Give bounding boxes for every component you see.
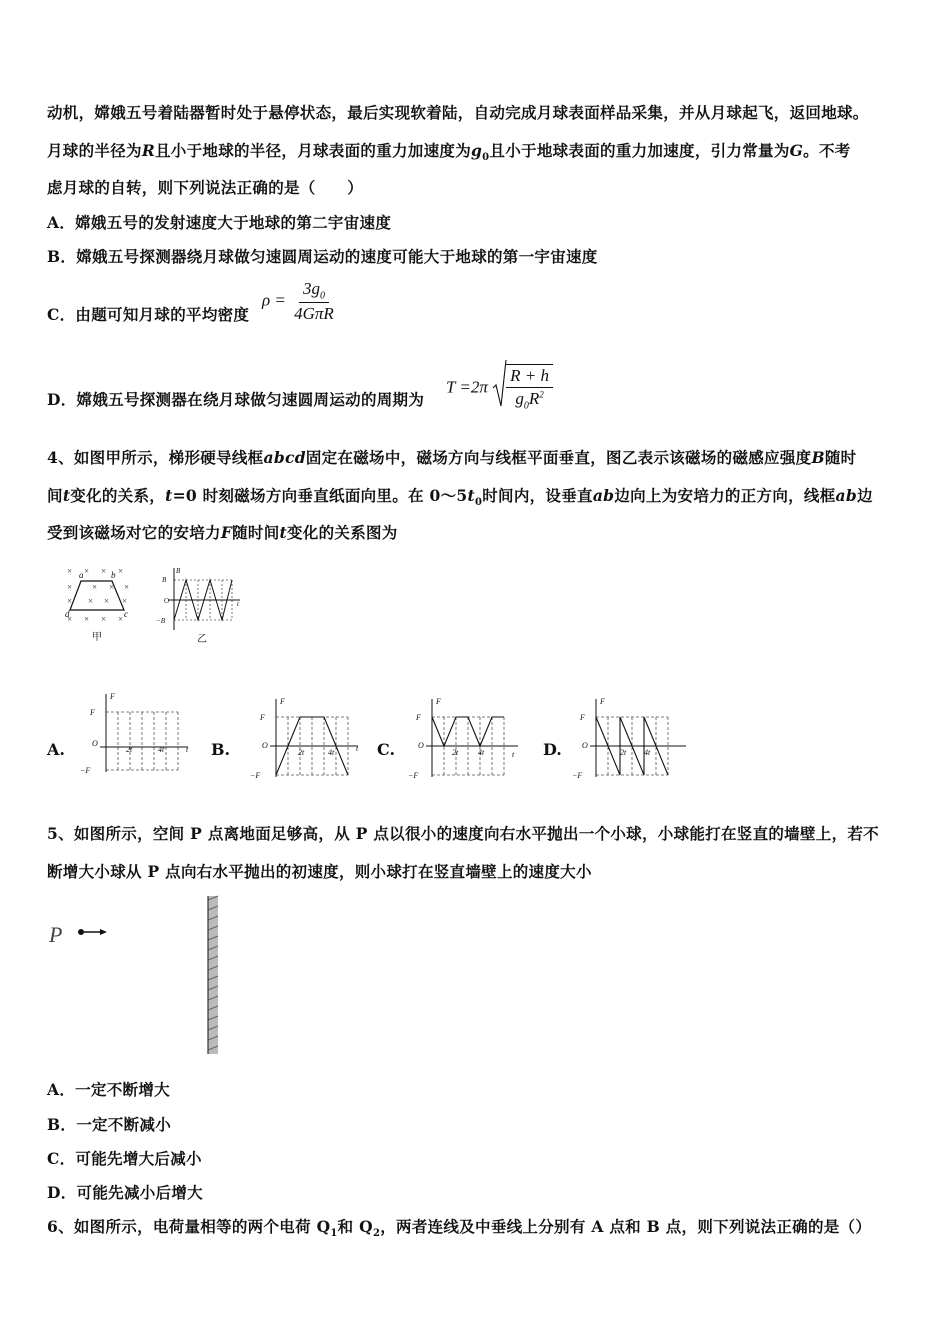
svg-text:−F: −F — [80, 766, 91, 775]
svg-text:O: O — [164, 597, 170, 605]
svg-text:2t: 2t — [298, 748, 305, 757]
svg-text:F: F — [580, 713, 585, 722]
svg-text:×: × — [84, 566, 90, 576]
svg-text:−F: −F — [572, 771, 583, 780]
svg-text:F: F — [110, 692, 115, 701]
q5-projectile-figure — [45, 892, 245, 1062]
svg-text:×: × — [67, 596, 73, 606]
q4-text-line-3: 受到该磁场对它的安培力F随时间t变化的关系图为 — [47, 523, 398, 542]
q4-option-c-label: C. — [377, 740, 396, 759]
svg-text:B: B — [162, 576, 167, 584]
q3-period-formula: T =2π $\frac{R + h}{g_0R^2}$ — [446, 364, 553, 411]
svg-text:t: t — [186, 745, 189, 754]
q4-option-d-graph — [574, 695, 689, 780]
svg-text:t: t — [237, 600, 239, 608]
vertex-a: a — [79, 570, 84, 580]
svg-text:×: × — [118, 614, 124, 624]
svg-text:F: F — [280, 697, 285, 706]
q3-option-a: A．嫦娥五号的发射速度大于地球的第二宇宙速度 — [47, 213, 392, 232]
vertex-b: b — [111, 570, 116, 580]
q4-option-b-label: B. — [211, 740, 231, 759]
svg-text:×: × — [118, 566, 124, 576]
svg-text:×: × — [88, 596, 94, 606]
q3-text-line-3: 虑月球的自转，则下列说法正确的是（ ） — [47, 178, 364, 197]
vertex-c: c — [124, 609, 128, 619]
figure-yi-label: 乙 — [197, 634, 207, 645]
q4-text-line-1: 4、如图甲所示，梯形硬导线框abcd固定在磁场中，磁场方向与线框平面垂直，图乙表示该磁场的磁感应强度B随时 — [47, 448, 857, 467]
svg-text:×: × — [104, 596, 110, 606]
q5-option-d: D．可能先减小后增大 — [47, 1183, 203, 1202]
q3-text-line-1: 动机，嫦娥五号着陆器暂时处于悬停状态，最后实现软着陆，自动完成月球表面样品采集，并从月球起飞，返回地球。 — [47, 103, 869, 122]
svg-text:2t: 2t — [620, 748, 627, 757]
q4-option-d-label: D. — [543, 740, 562, 759]
q5-option-b: B．一定不断减小 — [47, 1115, 172, 1134]
q3-text-line-2: 月球的半径为R且小于地球的半径，月球表面的重力加速度为$g_0$且小于地球表面的重力加速度，引力常量为G。不考 — [47, 141, 851, 164]
svg-text:F: F — [416, 713, 421, 722]
sqrt-sign — [492, 360, 506, 410]
svg-text:×: × — [67, 566, 73, 576]
svg-text:F: F — [260, 713, 265, 722]
svg-text:×: × — [67, 582, 73, 592]
svg-text:−F: −F — [408, 771, 419, 780]
svg-text:O: O — [262, 741, 268, 750]
svg-text:×: × — [124, 582, 130, 592]
q3-option-b: B．嫦娥五号探测器绕月球做匀速圆周运动的速度可能大于地球的第一宇宙速度 — [47, 247, 598, 266]
svg-text:t: t — [356, 744, 359, 753]
svg-text:4t: 4t — [328, 748, 335, 757]
figure-jia-trapezoid — [64, 564, 134, 644]
svg-text:B: B — [176, 567, 181, 575]
q5-option-a: A．一定不断增大 — [47, 1080, 170, 1099]
svg-text:4t: 4t — [478, 748, 485, 757]
q3-option-d: D．嫦娥五号探测器在绕月球做匀速圆周运动的周期为 — [47, 390, 425, 409]
figure-jia-label: 甲 — [92, 632, 102, 643]
q5-text-line-2: 断增大小球从 P 点向右水平抛出的初速度，则小球打在竖直墙壁上的速度大小 — [47, 862, 592, 881]
svg-text:−B: −B — [156, 617, 165, 625]
q3-density-formula: ρ = $\frac{3g_0}{\text{4GπR}}$ — [262, 279, 334, 324]
svg-text:×: × — [122, 596, 128, 606]
svg-text:−F: −F — [250, 771, 261, 780]
svg-text:2t: 2t — [126, 745, 133, 754]
svg-text:O: O — [418, 741, 424, 750]
svg-text:t: t — [512, 750, 515, 759]
q4-text-line-2: 间t变化的关系，t=0 时刻磁场方向垂直纸面向里。在 $0\sim 5t_0$时间内，设垂直ab边向上为安培力的正方向，线框ab边 — [47, 486, 873, 509]
q5-text-line-1: 5、如图所示，空间 P 点离地面足够高，从 P 点以很小的速度向右水平抛出一个小球，小球能打在竖直的墙壁上，若不 — [47, 824, 879, 843]
q4-option-c-graph — [408, 695, 518, 780]
svg-text:F: F — [600, 697, 605, 706]
svg-text:F: F — [436, 697, 441, 706]
q4-option-a-label: A. — [47, 740, 65, 759]
svg-text:×: × — [109, 582, 115, 592]
svg-text:F: F — [90, 708, 95, 717]
svg-text:×: × — [92, 582, 98, 592]
svg-text:4t: 4t — [644, 748, 651, 757]
svg-text:×: × — [101, 614, 107, 624]
svg-text:×: × — [101, 566, 107, 576]
svg-text:4t: 4t — [158, 745, 165, 754]
q4-option-a-graph — [78, 690, 188, 775]
vertex-d: d — [65, 609, 70, 619]
q6-text-line-1: 6、如图所示，电荷量相等的两个电荷 $Q_1$和 $Q_2$，两者连线及中垂线上分别有 A 点和 B 点，则下列说法正确的是（） — [47, 1217, 872, 1240]
q3-option-c: C．由题可知月球的平均密度 — [47, 305, 250, 324]
svg-text:×: × — [67, 614, 73, 624]
svg-text:2t: 2t — [452, 748, 459, 757]
svg-text:×: × — [84, 614, 90, 624]
figure-yi-bt-graph — [152, 566, 242, 646]
q4-option-b-graph — [248, 695, 358, 780]
point-p-label: P — [49, 922, 63, 947]
svg-text:O: O — [582, 741, 588, 750]
q5-option-c: C．可能先增大后减小 — [47, 1149, 202, 1168]
svg-text:O: O — [92, 739, 98, 748]
